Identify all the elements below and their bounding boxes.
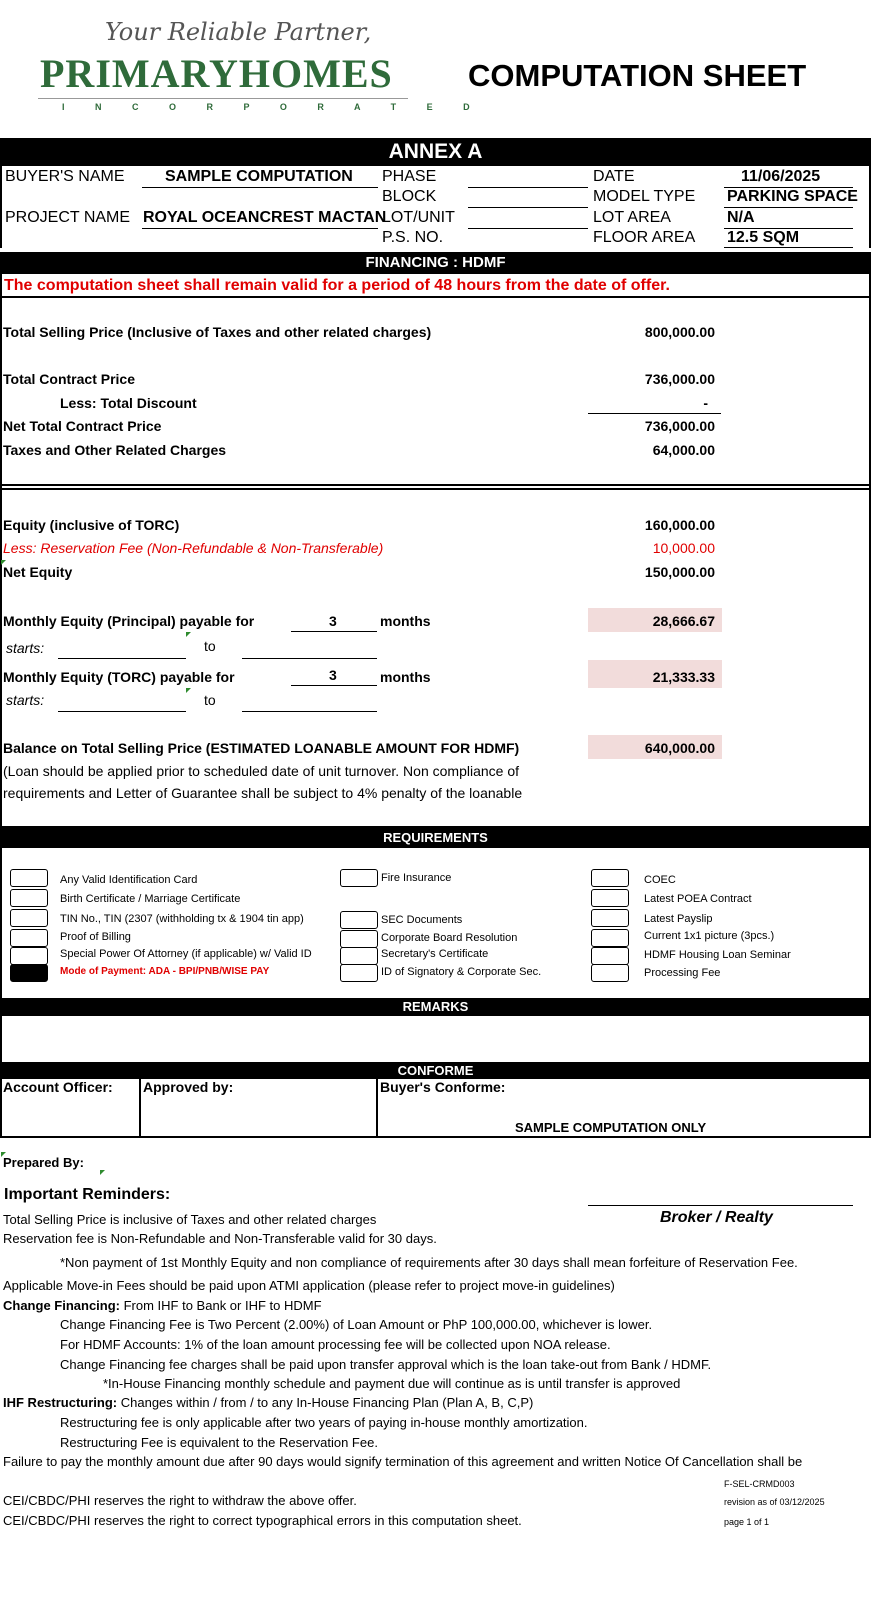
requirements-title: REQUIREMENTS (0, 828, 871, 848)
checkbox-valid-id[interactable] (10, 869, 48, 887)
checkbox-poea-contract[interactable] (591, 889, 629, 907)
approved-by-label: Approved by: (143, 1079, 234, 1095)
reminder-line: Restructuring Fee is equivalent to the Reservation Fee. (60, 1435, 378, 1450)
floor-area-value: 12.5 SQM (727, 229, 800, 246)
checkbox-coec[interactable] (591, 869, 629, 887)
form-code: F-SEL-CRMD003 (724, 1479, 795, 1489)
reminder-line: Reservation fee is Non-Refundable and Non-Transferable valid for 30 days. (3, 1231, 437, 1246)
reminder-line: *In-House Financing monthly schedule and payment due will continue as is until transfer is approved (103, 1376, 681, 1391)
monthly-torc-months: 3 (329, 667, 337, 683)
principal-starts-label: starts: (6, 640, 45, 656)
discount-value: - (703, 395, 708, 411)
balance-value: 640,000.00 (644, 740, 715, 756)
checkbox-tin[interactable] (10, 909, 48, 927)
torc-label: Taxes and Other Related Charges (3, 442, 227, 458)
req-fire-insurance: Fire Insurance (381, 872, 452, 884)
tcp-label: Total Contract Price (3, 371, 135, 387)
req-proof-of-billing: Proof of Billing (60, 931, 131, 943)
buyer-name-label: BUYER'S NAME (5, 168, 125, 185)
req-secretary-certificate: Secretary's Certificate (381, 948, 489, 960)
equity-label: Equity (inclusive of TORC) (3, 517, 180, 533)
info-block (0, 166, 871, 248)
remarks-title: REMARKS (0, 998, 871, 1016)
logo-rule (38, 98, 408, 99)
logo-brand: PRIMARYHOMES (40, 51, 393, 96)
reminders-title: Important Reminders: (4, 1186, 171, 1203)
lot-unit-label: LOT/UNIT (382, 209, 455, 226)
reminder-line: Change Financing fee charges shall be paid upon transfer approval which is the loan take-out from Bank / HDMF. (60, 1357, 712, 1372)
reminder-line: CEI/CBDC/PHI reserves the right to correct typographical errors in this computation sheet. (3, 1513, 522, 1528)
date-line (724, 187, 853, 188)
req-birth-certificate: Birth Certificate / Marriage Certificate (60, 893, 241, 905)
remarks-area[interactable] (0, 1016, 871, 1062)
checkbox-payslip[interactable] (591, 909, 629, 927)
req-poea-contract: Latest POEA Contract (644, 893, 752, 905)
torc-months-line (291, 685, 377, 686)
req-processing-fee: Processing Fee (644, 967, 721, 979)
reminder-line: Applicable Move-in Fees should be paid upon ATMI application (please refer to project move-in guidelines) (3, 1278, 615, 1293)
block-label: BLOCK (382, 188, 437, 205)
conforme-divider-2 (376, 1079, 378, 1138)
ihf-restructuring-text: Changes within / from / to any In-House Financing Plan (Plan A, B, C,P) (117, 1395, 534, 1410)
checkbox-spa[interactable] (10, 947, 48, 965)
buyers-conforme-value: SAMPLE COMPUTATION ONLY (515, 1120, 707, 1135)
floor-area-label: FLOOR AREA (593, 229, 696, 246)
principal-start-date[interactable] (58, 658, 186, 659)
checkbox-processing-fee[interactable] (591, 964, 629, 982)
checkbox-sec-documents[interactable] (340, 911, 378, 929)
reservation-fee-label: Less: Reservation Fee (Non-Refundable & Non-Transferable) (3, 540, 384, 556)
torc-end-date[interactable] (242, 711, 377, 712)
req-sec-documents: SEC Documents (381, 914, 463, 926)
lot-area-label: LOT AREA (593, 209, 671, 226)
lot-unit-line (468, 228, 588, 229)
reminder-line: Restructuring fee is only applicable after two years of paying in-house monthly amortization. (60, 1415, 588, 1430)
conforme-divider-1 (139, 1079, 141, 1138)
model-type-line (724, 207, 853, 208)
req-hdmf-seminar: HDMF Housing Loan Seminar (644, 949, 791, 961)
project-name-value: ROYAL OCEANCREST MACTAN (143, 209, 387, 226)
monthly-torc-label: Monthly Equity (TORC) payable for (3, 669, 235, 685)
checkbox-secretary-certificate[interactable] (340, 947, 378, 965)
reminder-line: CEI/CBDC/PHI reserves the right to withdraw the above offer. (3, 1493, 357, 1508)
notice-divider (0, 296, 871, 298)
torc-start-date[interactable] (58, 711, 186, 712)
broker-realty-label: Broker / Realty (660, 1209, 773, 1226)
model-type-value: PARKING SPACE (727, 188, 858, 205)
checkbox-birth-certificate[interactable] (10, 889, 48, 907)
balance-note-line2: requirements and Letter of Guarantee shall be subject to 4% penalty of the loanable (3, 785, 523, 801)
checkbox-hdmf-seminar[interactable] (591, 947, 629, 965)
req-tin: TIN No., TIN (2307 (withholding tx & 1904 tin app) (60, 913, 304, 925)
account-officer-label: Account Officer: (3, 1079, 113, 1095)
req-spa: Special Power Of Attorney (if applicable) w/ Valid ID (60, 948, 312, 960)
block-line (468, 207, 588, 208)
tcp-value: 736,000.00 (644, 371, 715, 387)
discount-label: Less: Total Discount (60, 395, 197, 411)
checkbox-fire-insurance[interactable] (340, 869, 378, 887)
equity-value: 160,000.00 (644, 517, 715, 533)
change-financing-heading: Change Financing: (3, 1298, 120, 1313)
balance-note-line1: (Loan should be applied prior to scheduled date of unit turnover. Non compliance of (3, 763, 520, 779)
prepared-by-label: Prepared By: (3, 1155, 84, 1170)
lot-area-value: N/A (727, 209, 755, 226)
req-valid-id: Any Valid Identification Card (60, 874, 198, 886)
req-coec: COEC (644, 874, 676, 886)
ps-no-label: P.S. NO. (382, 229, 444, 246)
comment-marker (186, 632, 191, 637)
phase-line (468, 187, 588, 188)
principal-months-line (291, 631, 377, 632)
financing-bar: FINANCING : HDMF (0, 252, 871, 274)
conforme-title: CONFORME (0, 1062, 871, 1079)
monthly-torc-value: 21,333.33 (652, 669, 715, 685)
page-title: COMPUTATION SHEET (468, 58, 807, 93)
discount-line (588, 413, 721, 414)
req-board-resolution: Corporate Board Resolution (381, 932, 518, 944)
torc-starts-label: starts: (6, 692, 45, 708)
project-name-line (142, 228, 378, 229)
change-financing-text: From IHF to Bank or IHF to HDMF (120, 1298, 322, 1313)
monthly-principal-months: 3 (329, 613, 337, 629)
principal-end-date[interactable] (242, 658, 377, 659)
req-signatory-id: ID of Signatory & Corporate Sec. (381, 966, 542, 978)
checkbox-1x1-picture[interactable] (591, 929, 629, 947)
buyers-conforme-label: Buyer's Conforme: (380, 1079, 506, 1095)
comment-marker (1, 560, 6, 565)
monthly-principal-value: 28,666.67 (652, 613, 715, 629)
pricing-divider (0, 484, 871, 486)
checkbox-signatory-id[interactable] (340, 964, 378, 982)
torc-value: 64,000.00 (652, 442, 715, 458)
tsp-label: Total Selling Price (Inclusive of Taxes and other related charges) (3, 324, 432, 340)
reminder-line: Total Selling Price is inclusive of Taxes and other related charges (3, 1212, 377, 1227)
checkbox-mode-of-payment[interactable] (10, 964, 48, 982)
tsp-value: 800,000.00 (644, 324, 715, 340)
floor-area-line (724, 247, 853, 248)
checkbox-proof-of-billing[interactable] (10, 929, 48, 947)
principal-to-label: to (204, 638, 216, 654)
validity-notice: The computation sheet shall remain valid for a period of 48 hours from the date of offer. (4, 277, 670, 294)
phase-label: PHASE (382, 168, 437, 185)
buyer-name-line (142, 187, 378, 188)
comment-marker (186, 688, 191, 693)
page-number: page 1 of 1 (724, 1517, 770, 1527)
project-name-label: PROJECT NAME (5, 209, 131, 226)
date-label: DATE (593, 168, 635, 185)
req-mode-of-payment: Mode of Payment: ADA - BPI/PNB/WISE PAY (60, 966, 270, 977)
pricing-divider-2 (0, 488, 871, 490)
net-equity-value: 150,000.00 (644, 564, 715, 580)
logo-subtitle: I N C O R P O R A T E D (62, 102, 484, 112)
balance-label: Balance on Total Selling Price (ESTIMATED LOANABLE AMOUNT FOR HDMF) (3, 740, 520, 756)
ntcp-value: 736,000.00 (644, 418, 715, 434)
company-logo (30, 18, 484, 113)
lot-area-line (724, 228, 853, 229)
comment-marker (100, 1170, 105, 1175)
reservation-fee-value: 10,000.00 (652, 540, 715, 556)
model-type-label: MODEL TYPE (593, 188, 696, 205)
torc-months-word: months (380, 669, 431, 685)
broker-signature-line (588, 1205, 853, 1206)
checkbox-board-resolution[interactable] (340, 930, 378, 948)
reminder-line: Change Financing Fee is Two Percent (2.00%) of Loan Amount or PhP 100,000.00, whichever is lower. (60, 1317, 653, 1332)
logo-tagline: Your Reliable Partner, (105, 18, 372, 46)
principal-months-word: months (380, 613, 431, 629)
req-payslip: Latest Payslip (644, 913, 713, 925)
net-equity-label: Net Equity (3, 564, 73, 580)
monthly-principal-label: Monthly Equity (Principal) payable for (3, 613, 255, 629)
reminder-line (3, 1298, 322, 1313)
reminder-line: For HDMF Accounts: 1% of the loan amount processing fee will be collected upon NOA release. (60, 1337, 611, 1352)
reminder-line (3, 1395, 533, 1410)
ihf-restructuring-heading: IHF Restructuring: (3, 1395, 118, 1410)
torc-to-label: to (204, 692, 216, 708)
date-value: 11/06/2025 (741, 168, 821, 185)
annex-title: ANNEX A (0, 138, 871, 166)
reminder-line: *Non payment of 1st Monthly Equity and non compliance of requirements after 30 days shall mean forfeiture of Reservation Fee. (60, 1255, 798, 1270)
reminder-line: Failure to pay the monthly amount due after 90 days would signify termination of this agreement and written Notice Of Cancellation shall be (3, 1454, 803, 1469)
ntcp-label: Net Total Contract Price (3, 418, 162, 434)
revision-date: revision as of 03/12/2025 (724, 1497, 825, 1507)
buyer-name-value: SAMPLE COMPUTATION (165, 168, 353, 185)
req-1x1-picture: Current 1x1 picture (3pcs.) (644, 930, 775, 942)
